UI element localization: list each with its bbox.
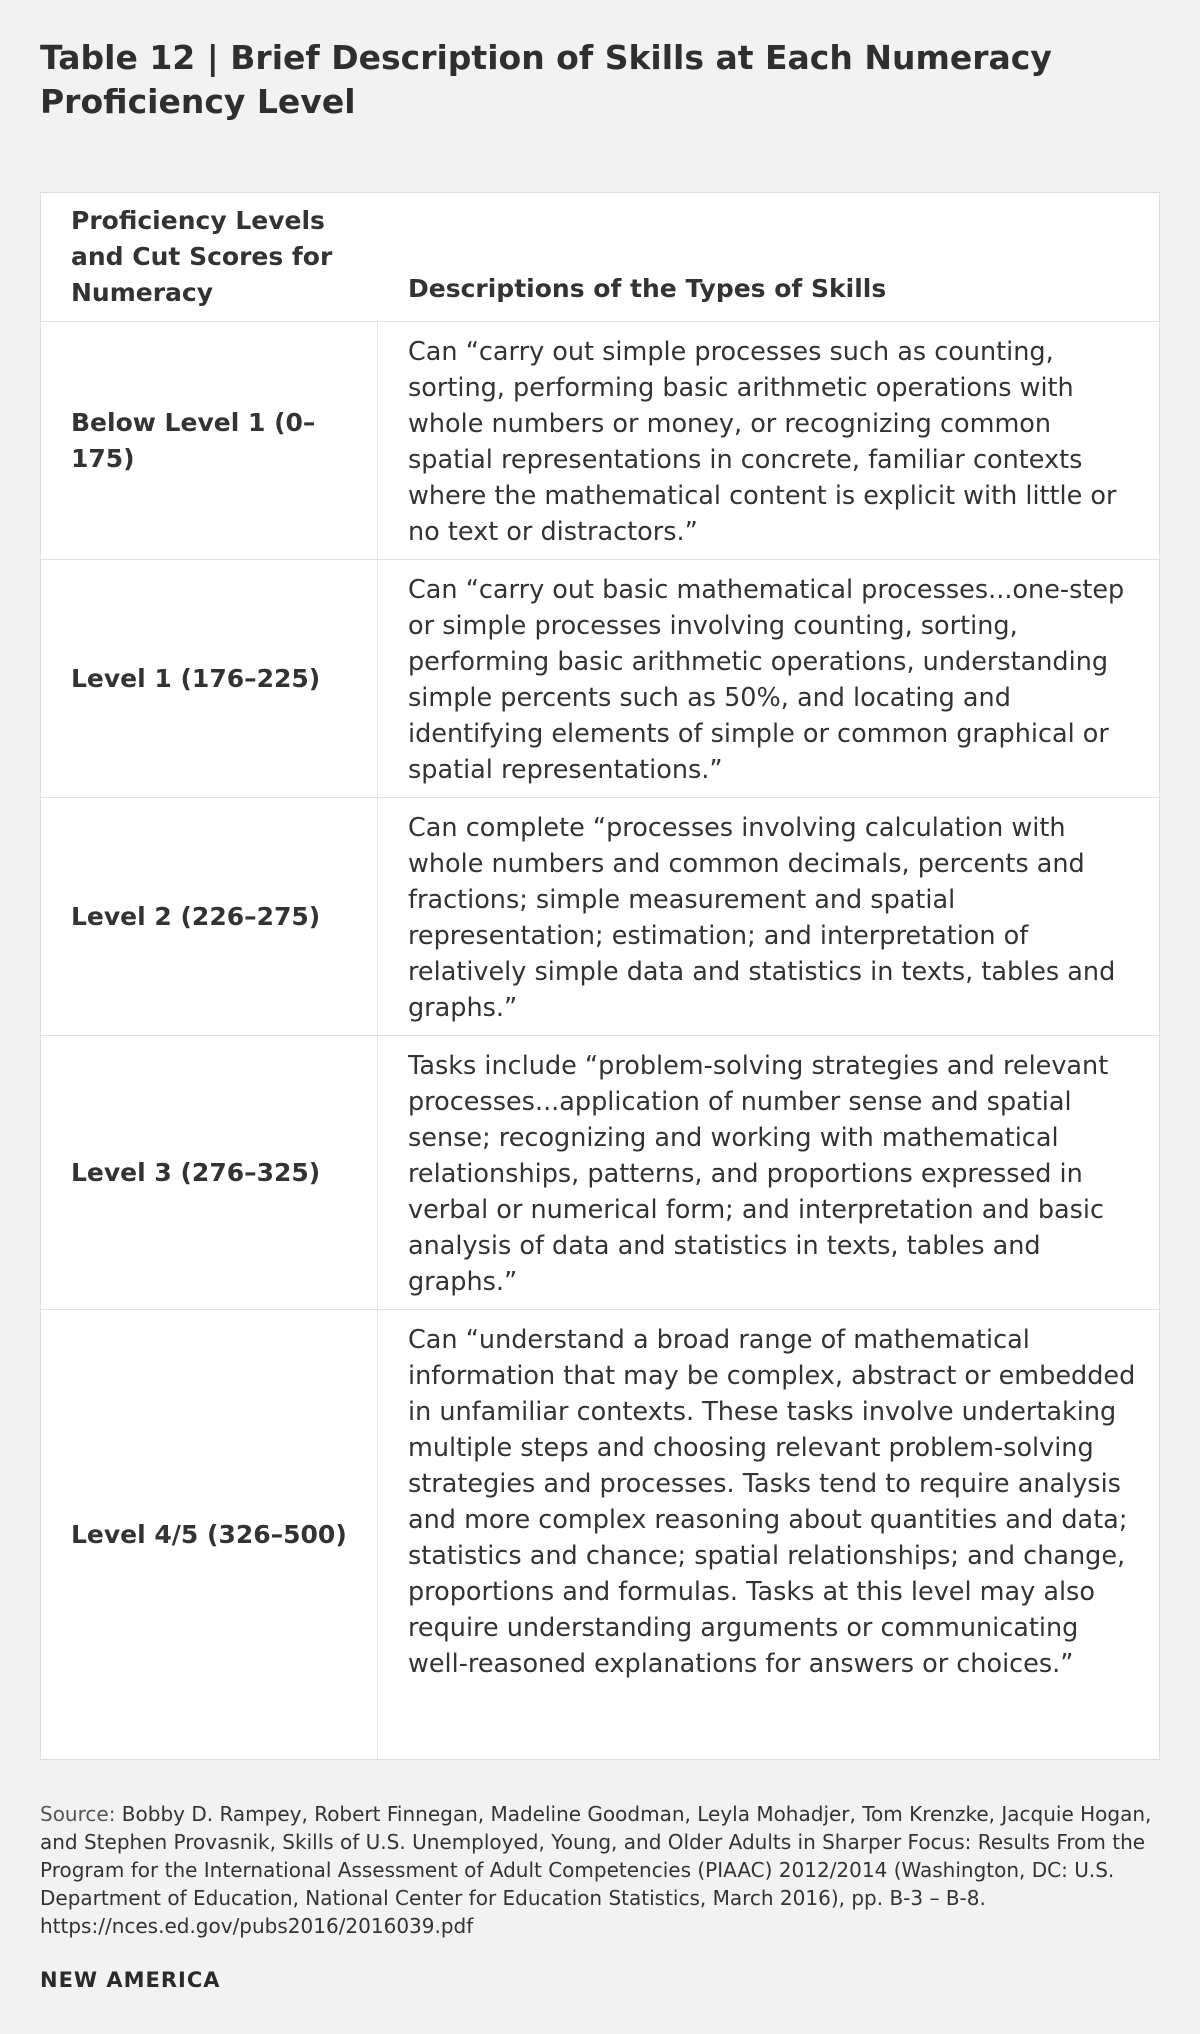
source-text: Bobby D. Rampey, Robert Finnegan, Madeline Goodman, Leyla Mohadjer, Tom Krenzke, Jacquie Hogan, and Stephen Provasnik, Skills of U.S. Unemployed, Young, and Older Adults in Sharper Focus: Results From the Program for the International Assessment of Adult Competencies (PIAAC) 2012/2014 (Washington, DC: U.S. Department of Education, National Center for Education Statistics, March 2016), pp. B-3 – B-8. https://nces.ed.gov/pubs2016/2016039.pdf [40, 1802, 1152, 1938]
table-row [41, 797, 1159, 1035]
row-level: Level 2 (226–275) [41, 798, 378, 1035]
table-row [41, 1035, 1159, 1309]
row-description: Can “carry out basic mathematical processes...one-step or simple processes involving counting, sorting, performing basic arithmetic operations, understanding simple percents such as 50%, and locating and identifying elements of simple or common graphical or spatial representations.” [408, 575, 1125, 785]
source-note [40, 1800, 1170, 1940]
page-title: Table 12 | Brief Description of Skills at Each Numeracy Proficiency Level [40, 38, 1052, 121]
table-row [41, 1309, 1159, 1759]
table-row [41, 559, 1159, 797]
header-description: Descriptions of the Types of Skills [408, 274, 887, 303]
source-label: Source: [40, 1802, 116, 1826]
row-description: Can “understand a broad range of mathematical information that may be complex, abstract or embedded in unfamiliar contexts. These tasks involve undertaking multiple steps and choosing relevant problem-solving strategies and processes. Tasks tend to require analysis and more complex reasoning about quantities and data; statistics and chance; spatial relationships; and change, proportions and formulas. Tasks at this level may also require understanding arguments or communicating well-reasoned explanations for answers or choices.” [408, 1325, 1136, 1679]
brand-logo: NEW AMERICA [40, 1968, 221, 1992]
row-description: Tasks include “problem-solving strategies and relevant processes...application of number sense and spatial sense; recognizing and working with mathematical relationships, patterns, and proportions expressed in verbal or numerical form; and interpretation and basic analysis of data and statistics in texts, tables and graphs.” [408, 1051, 1109, 1297]
row-description: Can “carry out simple processes such as counting, sorting, performing basic arithmetic operations with whole numbers or money, or recognizing common spatial representations in concrete, familiar contexts where the mathematical content is explicit with little or no text or distractors.” [408, 337, 1117, 547]
row-level: Level 3 (276–325) [41, 1036, 378, 1309]
table-row [41, 321, 1159, 559]
header-level: Proficiency Levels and Cut Scores for Numeracy [71, 206, 333, 307]
row-level: Level 4/5 (326–500) [41, 1310, 378, 1759]
table-header-row [41, 193, 1159, 321]
row-level: Below Level 1 (0–175) [41, 322, 378, 559]
row-description: Can complete “processes involving calculation with whole numbers and common decimals, percents and fractions; simple measurement and spatial representation; estimation; and interpretation of relatively simple data and statistics in texts, tables and graphs.” [408, 813, 1116, 1023]
row-level: Level 1 (176–225) [41, 560, 378, 797]
proficiency-table [40, 192, 1160, 1760]
